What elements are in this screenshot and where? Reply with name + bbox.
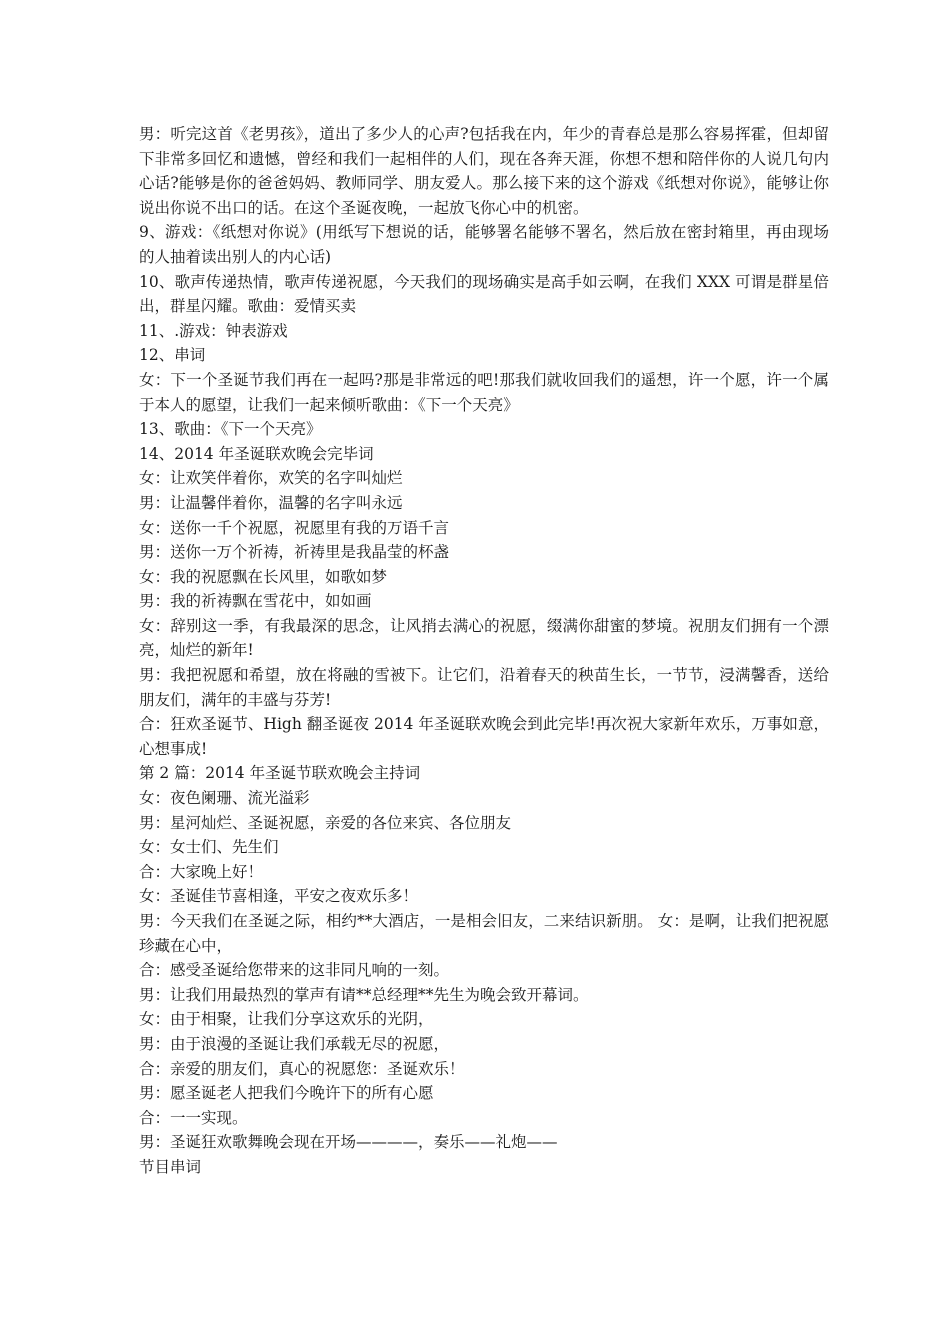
section-heading: 第 2 篇：2014 年圣诞节联欢晚会主持词: [139, 764, 421, 783]
paragraph: 女：送你一千个祝愿，祝愿里有我的万语千言: [139, 518, 450, 537]
paragraph: 女：辞别这一季，有我最深的思念，让风捎去满心的祝愿，缀满你甜蜜的梦境。祝朋友们拥有一个漂亮，灿烂的新年!: [139, 616, 829, 660]
paragraph: 女：女士们、先生们: [139, 838, 279, 857]
paragraph: 男：我把祝愿和希望，放在将融的雪被下。让它们，沿着春天的秧苗生长，一节节，浸满馨香，送给朋友们，满年的丰盛与芬芳!: [139, 666, 829, 709]
paragraph: 男：送你一万个祈祷，祈祷里是我晶莹的杯盏: [139, 543, 450, 562]
paragraph: 女：夜色阑珊、流光溢彩: [139, 789, 310, 808]
paragraph: 9、游戏：《纸想对你说》(用纸写下想说的话，能够署名能够不署名，然后放在密封箱里，再由现场的人抽着读出别人的内心话): [139, 223, 829, 266]
paragraph: 节目串词: [139, 1157, 202, 1176]
paragraph: 11、.游戏：钟表游戏: [139, 321, 288, 340]
paragraph: 合：狂欢圣诞节、High 翻圣诞夜 2014 年圣诞联欢晚会到此完毕!再次祝大家新年欢乐，万事如意，心想事成!: [139, 715, 829, 758]
document-page: [139, 122, 829, 1180]
paragraph: 男：由于浪漫的圣诞让我们承载无尽的祝愿，: [139, 1034, 450, 1053]
paragraph: 女：让欢笑伴着你，欢笑的名字叫灿烂: [139, 469, 403, 488]
paragraph: 女：我的祝愿飘在长风里，如歌如梦: [139, 567, 388, 586]
paragraph: 12、串词: [139, 346, 206, 365]
paragraph: 合：大家晚上好！: [139, 862, 264, 881]
paragraph: 合：一一实现。: [139, 1108, 248, 1127]
paragraph: 合：亲爱的朋友们，真心的祝愿您：圣诞欢乐！: [139, 1059, 465, 1078]
paragraph: 男：圣诞狂欢歌舞晚会现在开场————，奏乐——礼炮——: [139, 1133, 558, 1152]
paragraph: 男：让温馨伴着你，温馨的名字叫永远: [139, 493, 403, 512]
paragraph: 13、歌曲：《下一个天亮》: [139, 420, 322, 439]
paragraph: 男：听完这首《老男孩》，道出了多少人的心声?包括我在内，年少的青春总是那么容易挥霍，但却留下非常多回忆和遗憾，曾经和我们一起相伴的人们，现在各奔天涯，你想不想和陪伴你的人说几句内心话?能够是你的爸爸妈妈、教师同学、朋友爱人。那么接下来的这个游戏《纸想对你说》，能够让你说出你说不出口的话。在这个圣诞夜晚，一起放飞你心中的机密。: [139, 125, 829, 217]
paragraph: 男：我的祈祷飘在雪花中，如如画: [139, 592, 372, 611]
paragraph: 10、歌声传递热情，歌声传递祝愿，今天我们的现场确实是高手如云啊，在我们 XXX 可谓是群星倍出，群星闪耀。歌曲：爱情买卖: [139, 272, 829, 316]
paragraph: 男：愿圣诞老人把我们今晚许下的所有心愿: [139, 1084, 434, 1103]
paragraph: 女：由于相聚，让我们分享这欢乐的光阴，: [139, 1010, 434, 1029]
paragraph: 男：今天我们在圣诞之际，相约**大酒店，一是相会旧友，二来结识新朋。 女：是啊，让我们把祝愿珍藏在心中，: [139, 912, 829, 955]
paragraph: 女：下一个圣诞节我们再在一起吗?那是非常远的吧!那我们就收回我们的遥想，许一个愿，许一个属于本人的愿望，让我们一起来倾听歌曲：《下一个天亮》: [139, 370, 829, 414]
paragraph: 男：让我们用最热烈的掌声有请**总经理**先生为晚会致开幕词。: [139, 985, 589, 1004]
paragraph: 女：圣诞佳节喜相逢，平安之夜欢乐多！: [139, 887, 419, 906]
paragraph: 男：星河灿烂、圣诞祝愿，亲爱的各位来宾、各位朋友: [139, 813, 512, 832]
paragraph: 合：感受圣诞给您带来的这非同凡响的一刻。: [139, 961, 450, 980]
paragraph: 14、2014 年圣诞联欢晚会完毕词: [139, 444, 374, 463]
